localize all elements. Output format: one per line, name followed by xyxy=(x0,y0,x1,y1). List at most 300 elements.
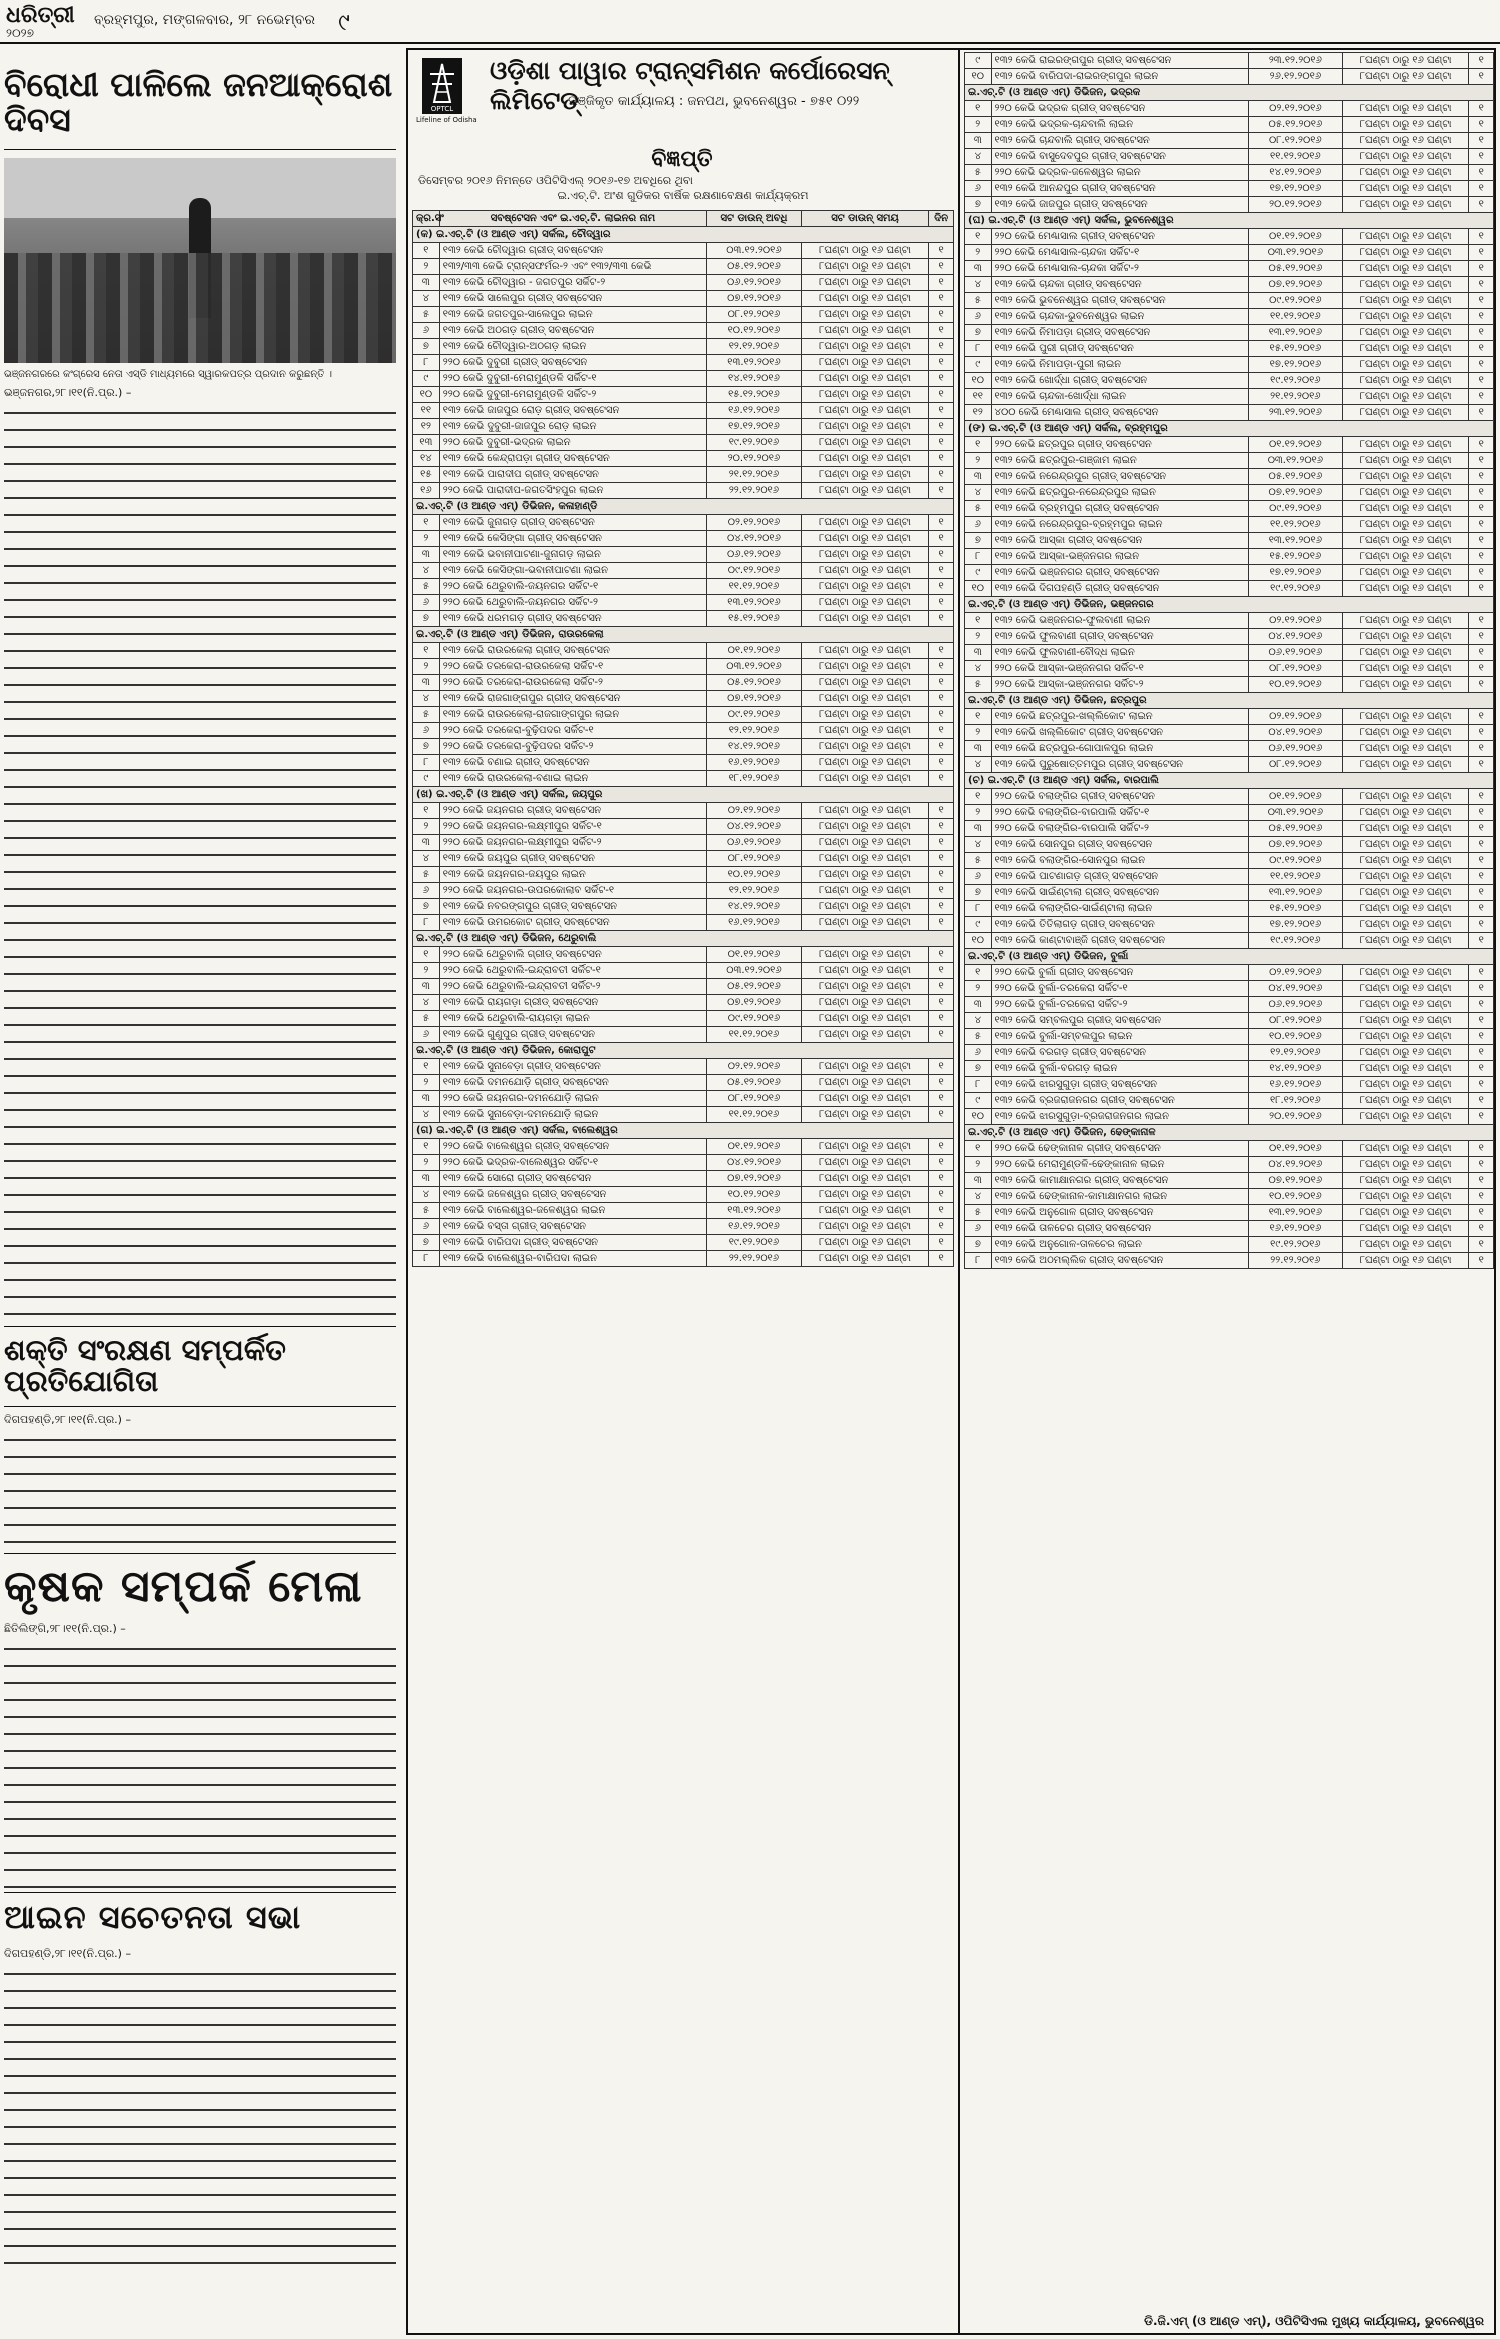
table-row xyxy=(965,149,1494,165)
cell-days: ୧ xyxy=(1469,1077,1494,1093)
cell-time: ୮ଘଣ୍ଟା ଠାରୁ ୧୬ ଘଣ୍ଟା xyxy=(1342,629,1469,645)
cell-time: ୮ଘଣ୍ଟା ଠାରୁ ୧୬ ଘଣ୍ଟା xyxy=(1342,997,1469,1013)
cell-sl: ୮ xyxy=(413,1251,440,1267)
cell-name: ୧୩୨ କେଭି ବୁର୍ଲା-ସମ୍ବଲପୁର ଲାଇନ xyxy=(991,1029,1248,1045)
cell-days: ୧ xyxy=(1469,261,1494,277)
table-row xyxy=(413,307,954,323)
cell-sl: ୫ xyxy=(965,165,992,181)
table-row xyxy=(413,899,954,915)
table-row xyxy=(413,483,954,499)
cell-date: ୦୮.୧୨.୨୦୧୬ xyxy=(707,851,802,867)
cell-sl: ୫ xyxy=(413,867,440,883)
cell-sl: ୭ xyxy=(413,611,440,627)
masthead xyxy=(0,0,1500,44)
article-dateline: ଦିଗପହଣ୍ଡି,୨୮।୧୧(ନି.ପ୍ର.) – xyxy=(4,1946,131,1960)
cell-time: ୮ଘଣ୍ଟା ଠାରୁ ୧୬ ଘଣ୍ଟା xyxy=(1342,389,1469,405)
cell-sl: ୧୧ xyxy=(413,403,440,419)
cell-days: ୧ xyxy=(1469,309,1494,325)
cell-name: ୧୩୨ କେଭି ଚୌଦ୍ୱାର ଗ୍ରୀଡ୍ ସବଷ୍ଟେସନ xyxy=(439,243,706,259)
cell-date: ୧୫.୧୨.୨୦୧୬ xyxy=(707,387,802,403)
cell-time: ୮ଘଣ୍ଟା ଠାରୁ ୧୬ ଘଣ୍ଟା xyxy=(1342,373,1469,389)
cell-sl: ୨ xyxy=(965,1157,992,1173)
cell-days: ୧ xyxy=(1469,917,1494,933)
cell-time: ୮ଘଣ୍ଟା ଠାରୁ ୧୬ ଘଣ୍ଟା xyxy=(1342,1157,1469,1173)
cell-name: ୨୨୦ କେଭି ମେଣ୍ଢାସାଲ ଗ୍ରୀଡ୍ ସବଷ୍ଟେସନ xyxy=(991,229,1248,245)
cell-days: ୧ xyxy=(1469,1141,1494,1157)
cell-sl: ୧ xyxy=(413,947,440,963)
cell-date: ୧୩.୧୨.୨୦୧୬ xyxy=(1248,1205,1342,1221)
cell-name: ୨୨୦ କେଭି ଜୟନଗର-ଲକ୍ଷ୍ମୀପୁର ସର୍କିଟ-୧ xyxy=(439,819,706,835)
table-row xyxy=(413,611,954,627)
table-row xyxy=(413,1139,954,1155)
cell-sl: ୩ xyxy=(413,835,440,851)
cell-time: ୮ଘଣ୍ଟା ଠାରୁ ୧୬ ଘଣ୍ଟା xyxy=(1342,101,1469,117)
cell-sl: ୮ xyxy=(413,355,440,371)
cell-time: ୮ଘଣ୍ଟା ଠାରୁ ୧୬ ଘଣ୍ଟା xyxy=(801,307,929,323)
cell-days: ୧ xyxy=(1469,405,1494,421)
table-row xyxy=(413,1107,954,1123)
table-row xyxy=(965,789,1494,805)
cell-name: ୧୩୨ କେଭି ଜୟନଗର-ଜୟପୁର ଲାଇନ xyxy=(439,867,706,883)
table-row xyxy=(965,485,1494,501)
table-row xyxy=(965,741,1494,757)
cell-sl: ୫ xyxy=(413,1011,440,1027)
cell-days: ୧ xyxy=(929,1075,954,1091)
cell-name: ୧୩୨ କେଭି ବ୍ରହ୍ମପୁର ଗ୍ରୀଡ୍ ସବଷ୍ଟେସନ xyxy=(991,501,1248,517)
cell-sl: ୨ xyxy=(413,259,440,275)
cell-sl: ୭ xyxy=(965,533,992,549)
table-row xyxy=(413,1171,954,1187)
cell-days: ୧ xyxy=(929,739,954,755)
cell-date: ୦୩.୧୨.୨୦୧୬ xyxy=(1248,453,1342,469)
table-group-header xyxy=(965,693,1494,709)
cell-name: ୨୨୦ କେଭି ଥେରୁବାଲି-ଜୟନଗର ସର୍କିଟ-୨ xyxy=(439,595,706,611)
cell-time: ୮ଘଣ୍ଟା ଠାରୁ ୧୬ ଘଣ୍ଟା xyxy=(1342,885,1469,901)
cell-date: ୧୧.୧୨.୨୦୧୬ xyxy=(707,579,802,595)
table-row xyxy=(413,1091,954,1107)
cell-days: ୧ xyxy=(929,723,954,739)
cell-days: ୧ xyxy=(1469,149,1494,165)
cell-sl: ୪ xyxy=(965,1189,992,1205)
cell-time: ୮ଘଣ୍ଟା ଠାରୁ ୧୬ ଘଣ୍ଟା xyxy=(1342,677,1469,693)
cell-sl: ୪ xyxy=(413,1107,440,1123)
cell-date: ୧୯.୧୨.୨୦୧୬ xyxy=(1248,933,1342,949)
cell-date: ୧୦.୧୨.୨୦୧୬ xyxy=(707,1187,802,1203)
cell-sl: ୨ xyxy=(413,531,440,547)
group-title: ଇ.ଏଚ୍.ଟି (ଓ ଆଣ୍ଡ ଏମ୍) ଡିଭିଜନ, କୋରାପୁଟ xyxy=(413,1043,954,1059)
cell-date: ୦୫.୧୨.୨୦୧୬ xyxy=(707,675,802,691)
cell-time: ୮ଘଣ୍ଟା ଠାରୁ ୧୬ ଘଣ୍ଟା xyxy=(801,1251,929,1267)
cell-sl: ୨ xyxy=(413,819,440,835)
cell-time: ୮ଘଣ୍ଟା ଠାରୁ ୧୬ ଘଣ୍ଟା xyxy=(801,851,929,867)
table-row xyxy=(965,245,1494,261)
cell-date: ୧୧.୧୨.୨୦୧୬ xyxy=(707,1107,802,1123)
cell-time: ୮ଘଣ୍ଟା ଠାରୁ ୧୬ ଘଣ୍ଟା xyxy=(801,1059,929,1075)
cell-date: ୦୬.୧୨.୨୦୧୬ xyxy=(1248,741,1342,757)
cell-sl: ୨ xyxy=(413,659,440,675)
cell-name: ୧୩୨ କେଭି ବାସୁଦେବପୁର ଗ୍ରୀଡ୍ ସବଷ୍ଟେସନ xyxy=(991,149,1248,165)
table-row xyxy=(965,501,1494,517)
cell-sl: ୮ xyxy=(965,1253,992,1269)
table-row xyxy=(965,261,1494,277)
table-row xyxy=(413,1027,954,1043)
table-row xyxy=(965,229,1494,245)
cell-name: ୧୩୨ କେଭି ବଣାଇ ଗ୍ରୀଡ୍ ସବଷ୍ଟେସନ xyxy=(439,755,706,771)
cell-days: ୧ xyxy=(929,467,954,483)
cell-date: ୦୨.୧୨.୨୦୧୬ xyxy=(707,515,802,531)
cell-name: ୧୩୨ କେଭି କାଣ୍ଟାବାଞ୍ଜି ଗ୍ରୀଡ୍ ସବଷ୍ଟେସନ xyxy=(991,933,1248,949)
cell-date: ୨୦.୧୨.୨୦୧୬ xyxy=(707,451,802,467)
table-row xyxy=(413,819,954,835)
cell-name: ୨୨୦ କେଭି ବୁର୍ଲା-ତରକେରା ସର୍କିଟ-୧ xyxy=(991,981,1248,997)
cell-sl: ୪ xyxy=(965,837,992,853)
cell-name: ୧୩୨ କେଭି ଝାରସୁଗୁଡ଼ା ଗ୍ରୀଡ୍ ସବଷ୍ଟେସନ xyxy=(991,1077,1248,1093)
cell-date: ୦୨.୧୨.୨୦୧୬ xyxy=(1248,965,1342,981)
cell-date: ୦୮.୧୨.୨୦୧୬ xyxy=(1248,133,1342,149)
table-row xyxy=(965,1253,1494,1269)
cell-name: ୨୨୦ କେଭି ଛତ୍ରପୁର ଗ୍ରୀଡ୍ ସବଷ୍ଟେସନ xyxy=(991,437,1248,453)
table-row xyxy=(965,341,1494,357)
cell-days: ୧ xyxy=(1469,1045,1494,1061)
table-group-header xyxy=(413,499,954,515)
cell-date: ୧୨.୧୨.୨୦୧୬ xyxy=(707,723,802,739)
cell-time: ୮ଘଣ୍ଟା ଠାରୁ ୧୬ ଘଣ୍ଟା xyxy=(1342,357,1469,373)
schedule-rows-right xyxy=(965,53,1494,1269)
cell-date: ୧୩.୧୨.୨୦୧୬ xyxy=(1248,885,1342,901)
cell-date: ୧୦.୧୨.୨୦୧୬ xyxy=(1248,1029,1342,1045)
cell-time: ୮ଘଣ୍ଟା ଠାରୁ ୧୬ ଘଣ୍ଟା xyxy=(801,339,929,355)
paper-year: ୨୦୨୭ xyxy=(6,26,34,40)
cell-days: ୧ xyxy=(929,1171,954,1187)
table-group-header xyxy=(413,787,954,803)
cell-time: ୮ଘଣ୍ଟା ଠାରୁ ୧୬ ଘଣ୍ଟା xyxy=(1342,1045,1469,1061)
cell-time: ୮ଘଣ୍ଟା ଠାରୁ ୧୬ ଘଣ୍ଟା xyxy=(801,435,929,451)
cell-date: ୦୪.୧୨.୨୦୧୬ xyxy=(707,531,802,547)
cell-name: ୨୨୦ କେଭି ଜୟନଗର-ଉପରକୋଲାବ ସର୍କିଟ-୧ xyxy=(439,883,706,899)
article-body-fair xyxy=(4,1642,396,1892)
cell-sl: ୬ xyxy=(413,1219,440,1235)
table-row xyxy=(413,835,954,851)
cell-name: ୧୩୨ କେଭି ଚାନ୍ଦକା ଗ୍ରୀଡ୍ ସବଷ୍ଟେସନ xyxy=(991,277,1248,293)
cell-days: ୧ xyxy=(1469,373,1494,389)
photo-caption: ଭଞ୍ଜନଗରରେ କଂଗ୍ରେସ ନେତା ଏସ୍‌ଡି ମାଧ୍ୟମରେ ସ୍ୱାରକପତ୍ର ପ୍ରଦାନ କରୁଛନ୍ତି । xyxy=(4,369,333,381)
table-row xyxy=(965,1189,1494,1205)
cell-name: ୨୨୦ କେଭି ଭଦ୍ରକ ଗ୍ରୀଡ୍ ସବଷ୍ଟେସନ xyxy=(991,101,1248,117)
cell-name: ୨୨୦ କେଭି ବଲାଙ୍ଗିର-ବାରପାଲି ସର୍କିଟ-୨ xyxy=(991,821,1248,837)
cell-name: ୧୩୨/୩୩ କେଭି ଟ୍ରାନ୍ସଫର୍ମର-୨ ଏବଂ ୧୩୨/୩୩ କେଭି xyxy=(439,259,706,275)
cell-days: ୧ xyxy=(929,899,954,915)
cell-time: ୮ଘଣ୍ଟା ଠାରୁ ୧୬ ଘଣ୍ଟା xyxy=(1342,901,1469,917)
cell-date: ୧୬.୧୨.୨୦୧୬ xyxy=(1248,1077,1342,1093)
cell-date: ୧୬.୧୨.୨୦୧୬ xyxy=(707,1219,802,1235)
table-row xyxy=(413,387,954,403)
cell-sl: ୬ xyxy=(965,1221,992,1237)
cell-date: ୦୧.୧୨.୨୦୧୬ xyxy=(707,643,802,659)
cell-sl: ୧ xyxy=(965,437,992,453)
cell-time: ୮ଘଣ୍ଟା ଠାରୁ ୧୬ ଘଣ୍ଟା xyxy=(801,243,929,259)
table-row xyxy=(965,997,1494,1013)
cell-sl: ୩ xyxy=(413,675,440,691)
cell-days: ୧ xyxy=(929,803,954,819)
cell-date: ୦୫.୧୨.୨୦୧୬ xyxy=(1248,821,1342,837)
cell-date: ୦୫.୧୨.୨୦୧୬ xyxy=(707,259,802,275)
cell-date: ୧୫.୧୨.୨୦୧୬ xyxy=(1248,341,1342,357)
cell-time: ୮ଘଣ୍ଟା ଠାରୁ ୧୬ ଘଣ୍ଟା xyxy=(1342,709,1469,725)
table-row xyxy=(965,837,1494,853)
table-row xyxy=(413,355,954,371)
group-title: ଇ.ଏଚ୍.ଟି (ଓ ଆଣ୍ଡ ଏମ୍) ଡିଭିଜନ, କଳାହାଣ୍ଡି xyxy=(413,499,954,515)
cell-date: ୧୧.୧୨.୨୦୧୬ xyxy=(1248,309,1342,325)
logo-tagline: Lifeline of Odisha xyxy=(416,116,477,124)
cell-time: ୮ଘଣ୍ଟା ଠାରୁ ୧୬ ଘଣ୍ଟା xyxy=(1342,1109,1469,1125)
cell-date: ୦୧.୧୨.୨୦୧୬ xyxy=(707,947,802,963)
cell-sl: ୧ xyxy=(413,643,440,659)
cell-days: ୧ xyxy=(1469,453,1494,469)
cell-name: ୨୨୦ କେଭି ତରକେରା-ରାଉରକେଲା ସର୍କିଟ-୧ xyxy=(439,659,706,675)
cell-date: ୦୩.୧୨.୨୦୧୬ xyxy=(1248,245,1342,261)
cell-time: ୮ଘଣ୍ଟା ଠାରୁ ୧୬ ଘଣ୍ଟା xyxy=(1342,245,1469,261)
cell-days: ୧ xyxy=(1469,1253,1494,1269)
cell-name: ୧୩୨ କେଭି ରାଉରକେଲା-ରାଜଗାଙ୍ଗପୁର ଲାଇନ xyxy=(439,707,706,723)
cell-name: ୧୩୨ କେଭି ଥେରୁବାଲି-ରାୟଗଡ଼ା ଲାଇନ xyxy=(439,1011,706,1027)
cell-name: ୧୩୨ କେଭି ପାରାଦୀପ ଗ୍ରୀଡ୍ ସବଷ୍ଟେସନ xyxy=(439,467,706,483)
cell-date: ୧୭.୧୨.୨୦୧୬ xyxy=(1248,565,1342,581)
table-group-header xyxy=(413,931,954,947)
cell-date: ୧୯.୧୨.୨୦୧୬ xyxy=(1248,1237,1342,1253)
headline-farmer-fair: କୃଷକ ସମ୍ପର୍କ ମେଳା xyxy=(4,1553,396,1616)
cell-date: ୧୦.୧୨.୨୦୧୬ xyxy=(707,323,802,339)
page-number: ୯ xyxy=(338,8,350,36)
cell-sl: ୮ xyxy=(965,1077,992,1093)
cell-time: ୮ଘଣ୍ଟା ଠାରୁ ୧୬ ଘଣ୍ଟା xyxy=(801,675,929,691)
cell-days: ୧ xyxy=(929,691,954,707)
table-row xyxy=(965,1205,1494,1221)
cell-time: ୮ଘଣ୍ଟା ଠାରୁ ୧୬ ଘଣ୍ଟା xyxy=(801,547,929,563)
table-group-header xyxy=(965,597,1494,613)
cell-days: ୧ xyxy=(1469,69,1494,85)
cell-time: ୮ଘଣ୍ଟା ଠାରୁ ୧୬ ଘଣ୍ଟା xyxy=(801,483,929,499)
cell-time: ୮ଘଣ୍ଟା ଠାରୁ ୧୬ ଘଣ୍ଟା xyxy=(801,1075,929,1091)
cell-days: ୧ xyxy=(929,323,954,339)
cell-days: ୧ xyxy=(929,643,954,659)
cell-time: ୮ଘଣ୍ଟା ଠାରୁ ୧୬ ଘଣ୍ଟା xyxy=(801,835,929,851)
cell-days: ୧ xyxy=(1469,277,1494,293)
cell-time: ୮ଘଣ୍ଟା ଠାରୁ ୧୬ ଘଣ୍ଟା xyxy=(1342,517,1469,533)
cell-days: ୧ xyxy=(929,1027,954,1043)
cell-sl: ୬ xyxy=(413,723,440,739)
cell-days: ୧ xyxy=(929,403,954,419)
cell-name: ୨୨୦ କେଭି ବୁର୍ଲା-ତରକେରା ସର୍କିଟ-୨ xyxy=(991,997,1248,1013)
cell-date: ୦୫.୧୨.୨୦୧୬ xyxy=(707,979,802,995)
table-row xyxy=(413,723,954,739)
headline-energy-competition: ଶକ୍ତି ସଂରକ୍ଷଣ ସମ୍ପର୍କିତ ପ୍ରତିଯୋଗିତା xyxy=(4,1326,396,1407)
cell-time: ୮ଘଣ୍ଟା ଠାରୁ ୧୬ ଘଣ୍ଟା xyxy=(801,755,929,771)
table-row xyxy=(413,259,954,275)
cell-sl: ୩ xyxy=(413,547,440,563)
cell-days: ୧ xyxy=(1469,901,1494,917)
cell-name: ୪୦୦ କେଭି ମେଣ୍ଢାସାଲ ଗ୍ରୀଡ୍ ସବଷ୍ଟେସନ xyxy=(991,405,1248,421)
cell-sl: ୬ xyxy=(965,181,992,197)
cell-sl: ୪ xyxy=(965,757,992,773)
cell-time: ୮ଘଣ୍ଟା ଠାରୁ ୧୬ ଘଣ୍ଟା xyxy=(801,963,929,979)
cell-time: ୮ଘଣ୍ଟା ଠାରୁ ୧୬ ଘଣ୍ଟା xyxy=(801,691,929,707)
cell-sl: ୫ xyxy=(965,853,992,869)
cell-days: ୧ xyxy=(929,1011,954,1027)
cell-name: ୧୩୨ କେଭି ଅଠଗଡ଼ ଗ୍ରୀଡ୍ ସବଷ୍ଟେସନ xyxy=(439,323,706,339)
cell-time: ୮ଘଣ୍ଟା ଠାରୁ ୧୬ ଘଣ୍ଟା xyxy=(801,1171,929,1187)
cell-date: ୧୨.୧୨.୨୦୧୬ xyxy=(707,883,802,899)
group-title: (କ) ଇ.ଏଚ୍.ଟି (ଓ ଆଣ୍ଡ ଏମ୍) ସର୍କଲ, ଚୌଦ୍ୱାର xyxy=(413,227,954,243)
cell-sl: ୨ xyxy=(965,981,992,997)
cell-time: ୮ଘଣ୍ଟା ଠାରୁ ୧୬ ଘଣ୍ଟା xyxy=(1342,1205,1469,1221)
cell-time: ୮ଘଣ୍ଟା ଠାରୁ ୧୬ ଘଣ୍ଟା xyxy=(801,1219,929,1235)
cell-days: ୧ xyxy=(929,1107,954,1123)
cell-days: ୧ xyxy=(929,1091,954,1107)
cell-name: ୧୩୨ କେଭି ସୋନପୁର ଗ୍ରୀଡ୍ ସବଷ୍ଟେସନ xyxy=(991,837,1248,853)
cell-days: ୧ xyxy=(1469,1013,1494,1029)
cell-days: ୧ xyxy=(929,579,954,595)
cell-date: ୦୯.୧୨.୨୦୧୬ xyxy=(707,1011,802,1027)
table-row xyxy=(413,1235,954,1251)
group-title: ଇ.ଏଚ୍.ଟି (ଓ ଆଣ୍ଡ ଏମ୍) ଡିଭିଜନ, ଥେରୁବାଲି xyxy=(413,931,954,947)
cell-time: ୮ଘଣ୍ଟା ଠାରୁ ୧୬ ଘଣ୍ଟା xyxy=(1342,485,1469,501)
cell-time: ୮ଘଣ୍ଟା ଠାରୁ ୧୬ ଘଣ୍ଟା xyxy=(801,867,929,883)
cell-name: ୧୩୨ କେଭି ଜାଜପୁର ରୋଡ଼ ଗ୍ରୀଡ୍ ସବଷ୍ଟେସନ xyxy=(439,403,706,419)
cell-name: ୧୩୨ କେଭି ଭବାନୀପାଟଣା-ଜୁନାଗଡ଼ ଲାଇନ xyxy=(439,547,706,563)
cell-name: ୧୩୨ କେଭି ବ୍ରଜରାଜନଗର ଗ୍ରୀଡ୍ ସବଷ୍ଟେସନ xyxy=(991,1093,1248,1109)
table-row xyxy=(413,659,954,675)
cell-name: ୧୩୨ କେଭି ନିମାପଡ଼ା ଗ୍ରୀଡ୍ ସବଷ୍ଟେସନ xyxy=(991,325,1248,341)
cell-sl: ୭ xyxy=(965,197,992,213)
table-row xyxy=(965,437,1494,453)
cell-sl: ୧ xyxy=(965,613,992,629)
cell-date: ୦୩.୧୨.୨୦୧୬ xyxy=(707,659,802,675)
cell-days: ୧ xyxy=(1469,645,1494,661)
table-row xyxy=(965,677,1494,693)
cell-time: ୮ଘଣ୍ଟା ଠାରୁ ୧୬ ଘଣ୍ଟା xyxy=(801,387,929,403)
cell-time: ୮ଘଣ୍ଟା ଠାରୁ ୧୬ ଘଣ୍ଟା xyxy=(1342,613,1469,629)
cell-date: ୧୫.୧୨.୨୦୧୬ xyxy=(1248,901,1342,917)
table-row xyxy=(965,181,1494,197)
table-row xyxy=(965,101,1494,117)
cell-time: ୮ଘଣ୍ଟା ଠାରୁ ୧୬ ଘଣ୍ଟା xyxy=(801,771,929,787)
table-row xyxy=(965,309,1494,325)
table-row xyxy=(965,869,1494,885)
cell-date: ୧୩.୧୨.୨୦୧୬ xyxy=(1248,325,1342,341)
cell-sl: ୧ xyxy=(965,1141,992,1157)
cell-days: ୧ xyxy=(1469,101,1494,117)
col-header-sl: କ୍ର.ସଂ xyxy=(413,211,440,227)
cell-date: ୨୨.୧୨.୨୦୧୬ xyxy=(707,483,802,499)
cell-days: ୧ xyxy=(929,659,954,675)
cell-name: ୨୨୦ କେଭି ଭଦ୍ରକ-ଜଳେଶ୍ୱର ଲାଇନ xyxy=(991,165,1248,181)
notice-signature: ଡି.ଜି.ଏମ୍ (ଓ ଆଣ୍ଡ ଏମ୍), ଓପିଟିସିଏଲ ମୁଖ୍ୟ କାର୍ଯ୍ୟାଳୟ, ଭୁବନେଶ୍ୱର xyxy=(1144,2314,1484,2328)
cell-time: ୮ଘଣ୍ଟା ଠାରୁ ୧୬ ଘଣ୍ଟା xyxy=(801,1011,929,1027)
cell-sl: ୮ xyxy=(965,549,992,565)
cell-sl: ୩ xyxy=(965,133,992,149)
table-row xyxy=(413,707,954,723)
cell-time: ୮ଘଣ୍ଟା ଠାରୁ ୧୬ ଘଣ୍ଟା xyxy=(801,515,929,531)
cell-name: ୧୩୨ କେଭି ନିମାପଡ଼ା-ପୁରୀ ଲାଇନ xyxy=(991,357,1248,373)
cell-date: ୦୨.୧୨.୨୦୧୬ xyxy=(1248,101,1342,117)
table-row xyxy=(965,133,1494,149)
column-divider xyxy=(958,50,960,2333)
cell-name: ୧୩୨ କେଭି ଭଞ୍ଜନଗର ଗ୍ରୀଡ୍ ସବଷ୍ଟେସନ xyxy=(991,565,1248,581)
cell-name: ୧୩୨ କେଭି ଛତ୍ରପୁର-ଗଞ୍ଜାମ ଲାଇନ xyxy=(991,453,1248,469)
table-row xyxy=(965,277,1494,293)
cell-days: ୧ xyxy=(1469,805,1494,821)
cell-time: ୮ଘଣ୍ଟା ଠାରୁ ୧୬ ଘଣ୍ଟା xyxy=(801,1027,929,1043)
cell-days: ୧ xyxy=(1469,341,1494,357)
cell-name: ୧୩୨ କେଭି ପାଟଣାଗଡ଼ ଗ୍ରୀଡ୍ ସବଷ୍ଟେସନ xyxy=(991,869,1248,885)
cell-date: ୧୯.୧୨.୨୦୧୬ xyxy=(707,435,802,451)
cell-date: ୧୨.୧୨.୨୦୧୬ xyxy=(1248,1045,1342,1061)
cell-days: ୧ xyxy=(1469,165,1494,181)
cell-date: ୦୭.୧୨.୨୦୧୬ xyxy=(1248,485,1342,501)
cell-sl: ୩ xyxy=(965,1173,992,1189)
notice-subtitle-line2: ଇ.ଏଚ୍.ଟି. ଅଂଶ ଗୁଡିକର ବାର୍ଷିକ ରକ୍ଷଣାବେକ୍ଷଣ କାର୍ଯ୍ୟକ୍ରମ xyxy=(557,188,809,202)
cell-name: ୧୩୨ କେଭି ରାୟଗଡ଼ା ଗ୍ରୀଡ୍ ସବଷ୍ଟେସନ xyxy=(439,995,706,1011)
news-photo xyxy=(4,158,396,363)
cell-date: ୦୫.୧୨.୨୦୧୬ xyxy=(1248,117,1342,133)
optcl-tower-logo xyxy=(422,58,462,114)
cell-time: ୮ଘଣ୍ଟା ଠାରୁ ୧୬ ଘଣ୍ଟା xyxy=(801,915,929,931)
cell-time: ୮ଘଣ୍ଟା ଠାରୁ ୧୬ ଘଣ୍ଟା xyxy=(1342,117,1469,133)
cell-days: ୧ xyxy=(929,755,954,771)
cell-days: ୧ xyxy=(1469,997,1494,1013)
cell-date: ୧୬.୧୨.୨୦୧୬ xyxy=(1248,1221,1342,1237)
cell-time: ୮ଘଣ୍ଟା ଠାରୁ ୧୬ ଘଣ୍ଟା xyxy=(1342,325,1469,341)
cell-time: ୮ଘଣ୍ଟା ଠାରୁ ୧୬ ଘଣ୍ଟା xyxy=(1342,805,1469,821)
cell-name: ୧୩୨ କେଭି କେସିଙ୍ଗା ଗ୍ରୀଡ୍ ସବଷ୍ଟେସନ xyxy=(439,531,706,547)
organisation-name: ଓଡ଼ିଶା ପାୱାର ଟ୍ରାନ୍ସମିଶନ କର୍ପୋରେସନ୍ ଲିମିଟେଡ୍ xyxy=(490,56,890,115)
cell-time: ୮ଘଣ୍ଟା ଠାରୁ ୧୬ ଘଣ୍ଟା xyxy=(1342,981,1469,997)
cell-time: ୮ଘଣ୍ଟା ଠାରୁ ୧୬ ଘଣ୍ଟା xyxy=(801,259,929,275)
table-group-header xyxy=(413,1043,954,1059)
cell-time: ୮ଘଣ୍ଟା ଠାରୁ ୧୬ ଘଣ୍ଟା xyxy=(801,995,929,1011)
cell-sl: ୮ xyxy=(965,341,992,357)
group-title: ଇ.ଏଚ୍.ଟି (ଓ ଆଣ୍ଡ ଏମ୍) ଡିଭିଜନ, ଛତ୍ରପୁର xyxy=(965,693,1494,709)
cell-name: ୨୨୦ କେଭି ଭଦ୍ରକ-ବାଲେଶ୍ୱର ସର୍କିଟ-୧ xyxy=(439,1155,706,1171)
cell-days: ୧ xyxy=(929,435,954,451)
cell-sl: ୨ xyxy=(965,453,992,469)
cell-sl: ୨ xyxy=(965,725,992,741)
cell-name: ୧୩୨ କେଭି ରାଇରଙ୍ଗପୁର ଗ୍ରୀଡ୍ ସବଷ୍ଟେସନ xyxy=(991,53,1248,69)
col-header-name: ସବଷ୍ଟେସନ ଏବଂ ଇ.ଏଚ୍.ଟି. ଲାଇନର ନାମ xyxy=(439,211,706,227)
cell-days: ୧ xyxy=(1469,581,1494,597)
organisation-address: ପଞ୍ଜିକୃତ କାର୍ଯ୍ୟାଳୟ : ଜନପଥ, ଭୁବନେଶ୍ୱର - ୭୫୧ ୦୨୨ xyxy=(568,94,860,109)
table-row xyxy=(965,821,1494,837)
cell-name: ୧୩୨ କେଭି ଚାନ୍ଦବାଲି ଗ୍ରୀଡ୍ ସବଷ୍ଟେସନ xyxy=(991,133,1248,149)
cell-time: ୮ଘଣ୍ଟା ଠାରୁ ୧୬ ଘଣ୍ଟା xyxy=(1342,789,1469,805)
cell-date: ୦୭.୧୨.୨୦୧୬ xyxy=(1248,1173,1342,1189)
cell-name: ୨୨୦ କେଭି ବଲାଙ୍ଗିର-ବାରପାଲି ସର୍କିଟ-୧ xyxy=(991,805,1248,821)
cell-days: ୧ xyxy=(929,883,954,899)
table-row xyxy=(413,675,954,691)
cell-date: ୦୯.୧୨.୨୦୧୬ xyxy=(1248,293,1342,309)
cell-name: ୧୩୨ କେଭି ଗୁଣୁପୁର ଗ୍ରୀଡ୍ ସବଷ୍ଟେସନ xyxy=(439,1027,706,1043)
news-column xyxy=(4,50,396,2335)
cell-sl: ୯ xyxy=(413,371,440,387)
cell-days: ୧ xyxy=(1469,565,1494,581)
cell-days: ୧ xyxy=(1469,661,1494,677)
table-row xyxy=(413,275,954,291)
table-row xyxy=(413,1011,954,1027)
cell-date: ୦୮.୧୨.୨୦୧୬ xyxy=(707,1091,802,1107)
cell-sl: ୧ xyxy=(965,965,992,981)
cell-days: ୧ xyxy=(929,771,954,787)
cell-date: ୦୨.୧୨.୨୦୧୬ xyxy=(707,1059,802,1075)
